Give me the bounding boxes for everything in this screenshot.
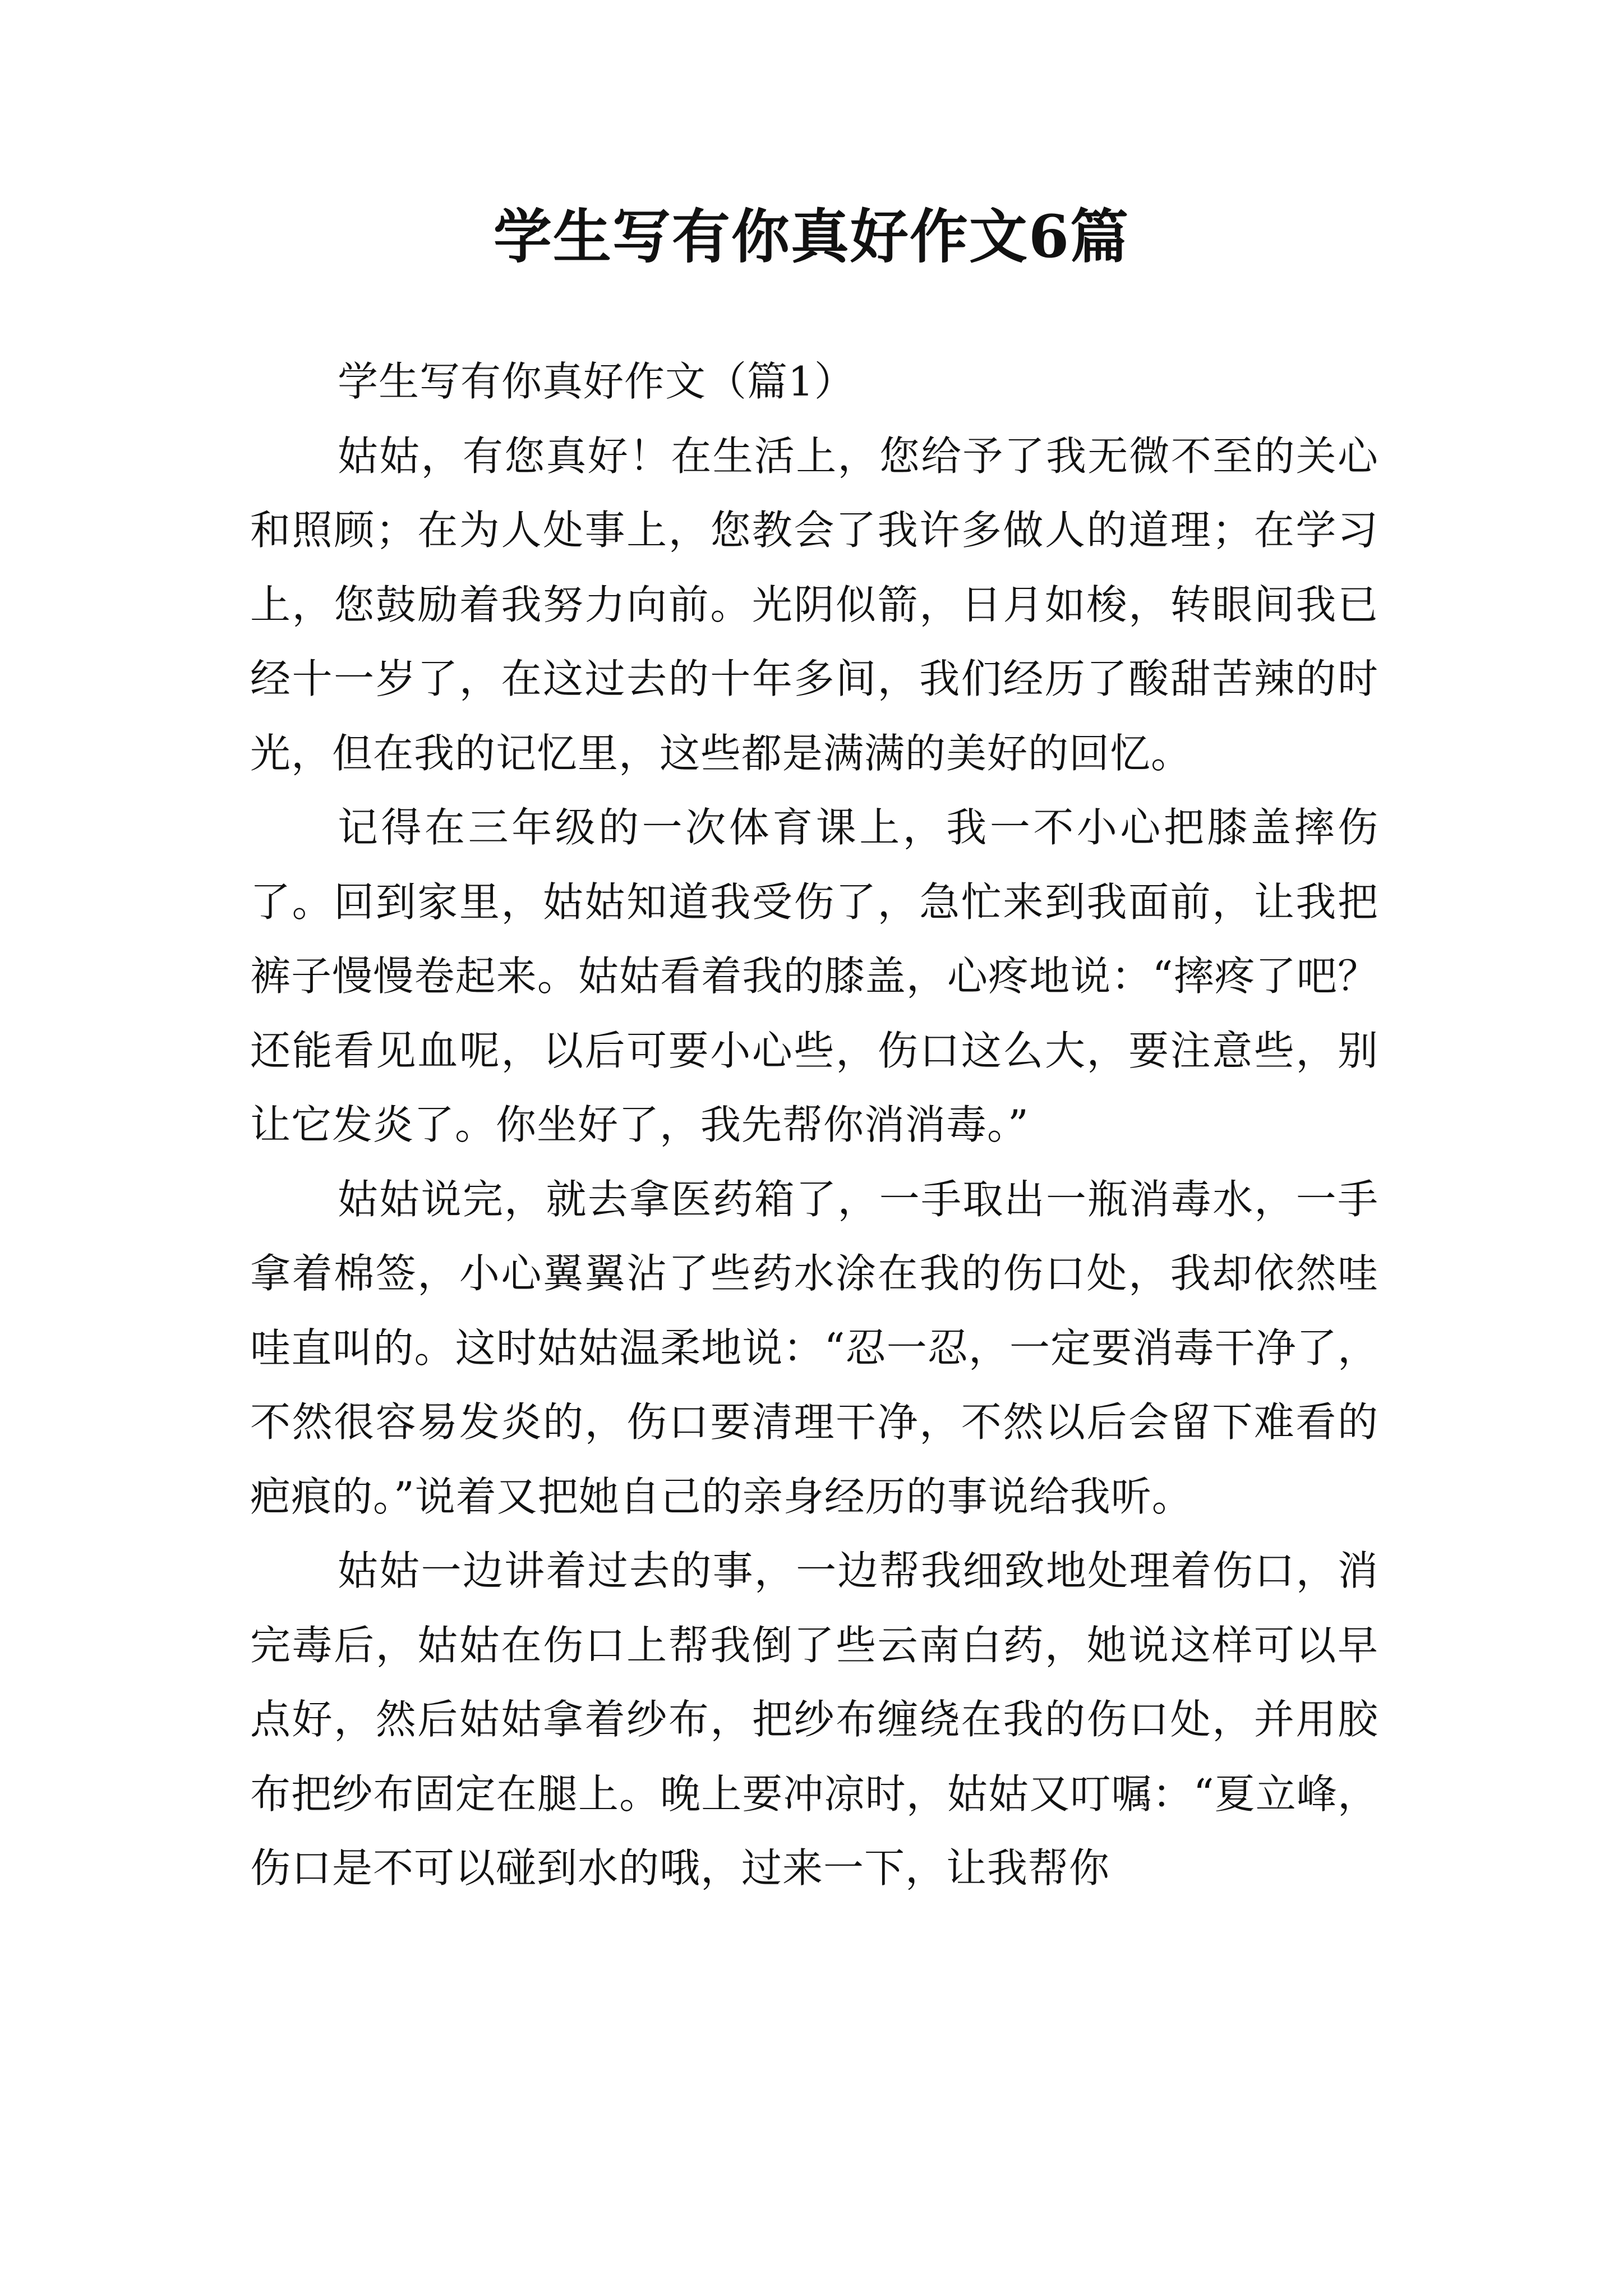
paragraph: 姑姑一边讲着过去的事，一边帮我细致地处理着伤口，消完毒后，姑姑在伤口上帮我倒了些云南白药，她说这样可以早点好，然后姑姑拿着纱布，把纱布缠绕在我的伤口处，并用胶布把纱布固定在腿上。晚上要冲凉时，姑姑又叮嘱：“夏立峰，伤口是不可以碰到水的哦，过来一下，让我帮你 — [250, 1547, 1378, 1892]
document-body — [250, 344, 1378, 1906]
document-title: 学生写有你真好作文6篇 — [493, 202, 1130, 271]
paragraph: 姑姑，有您真好！在生活上，您给予了我无微不至的关心和照顾；在为人处事上，您教会了我许多做人的道理；在学习上，您鼓励着我努力向前。光阴似箭，日月如梭，转眼间我已经十一岁了，在这过去的十年多间，我们经历了酸甜苦辣的时光，但在我的记忆里，这些都是满满的美好的回忆。 — [250, 432, 1378, 777]
paragraph: 姑姑说完，就去拿医药箱了，一手取出一瓶消毒水，一手拿着棉签，小心翼翼沾了些药水涂在我的伤口处，我却依然哇哇直叫的。这时姑姑温柔地说：“忍一忍，一定要消毒干净了，不然很容易发炎的，伤口要清理干净，不然以后会留下难看的疤痕的。”说着又把她自己的亲身经历的事说给我听。 — [250, 1175, 1378, 1520]
paragraph: 记得在三年级的一次体育课上，我一不小心把膝盖摔伤了。回到家里，姑姑知道我受伤了，急忙来到我面前，让我把裤子慢慢卷起来。姑姑看着我的膝盖，心疼地说：“摔疼了吧？还能看见血呢，以后可要小心些，伤口这么大，要注意些，别让它发炎了。你坐好了，我先帮你消消毒。” — [250, 804, 1378, 1148]
section-heading: 学生写有你真好作文（篇1） — [338, 358, 855, 405]
